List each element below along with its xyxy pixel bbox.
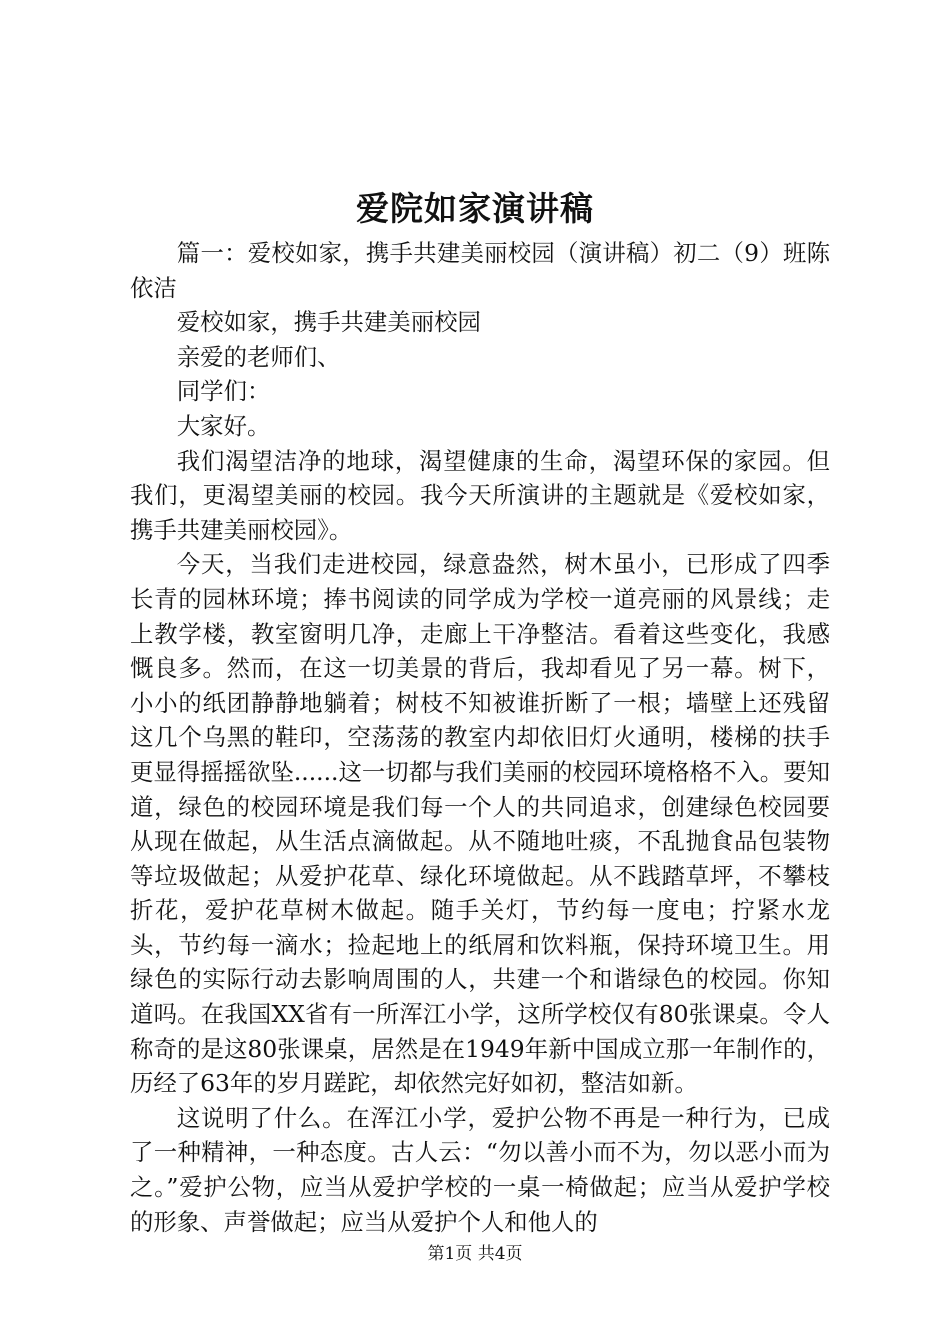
paragraph-heading: 篇一：爱校如家，携手共建美丽校园（演讲稿）初二（9）班陈依洁 [130,239,830,302]
paragraph-greeting: 大家好。 [176,411,271,440]
page-footer: 第1页 共4页 [427,1244,523,1264]
paragraph-subtitle: 爱校如家，携手共建美丽校园 [176,308,481,337]
document-body [130,236,830,1239]
paragraph-main: 今天，当我们走进校园，绿意盎然，树木虽小，已形成了四季长青的园林环境；捧书阅读的同学成为学校一道亮丽的风景线；走上教学楼，教室窗明几净，走廊上干净整洁。看着这些变化，我感慨良多。然而，在这一切美景的背后，我却看见了另一幕。树下，小小的纸团静静地躺着；树枝不知被谁折断了一根；墙壁上还残留这几个乌黑的鞋印，空荡荡的教室内却依旧灯火通明，楼梯的扶手更显得摇摇欲坠......这一切都与我们美丽的校园环境格格不入。要知道，绿色的校园环境是我们每一个人的共同追求，创建绿色校园要从现在做起，从生活点滴做起。从不随地吐痰，不乱抛食品包装物等垃圾做起；从爱护花草、绿化环境做起。从不践踏草坪，不攀枝折花，爱护花草树木做起。随手关灯，节约每一度电；拧紧水龙头，节约每一滴水；捡起地上的纸屑和饮料瓶，保持环境卫生。用绿色的实际行动去影响周围的人，共建一个和谐绿色的校园。你知道吗。在我国XX省有一所浑江小学，这所学校仅有80张课桌。令人称奇的是这80张课桌，居然是在1949年新中国成立那一年制作的，历经了63年的岁月蹉跎，却依然完好如初，整洁如新。 [130,550,830,1098]
paragraph-conclusion: 这说明了什么。在浑江小学，爱护公物不再是一种行为，已成了一种精神，一种态度。古人云：“勿以善小而不为，勿以恶小而为之。”爱护公物，应当从爱护学校的一桌一椅做起；应当从爱护学校的形象、声誉做起；应当从爱护个人和他人的 [130,1103,830,1236]
paragraph-salutation-students: 同学们： [176,377,271,406]
paragraph-intro: 我们渴望洁净的地球，渴望健康的生命，渴望环保的家园。但我们，更渴望美丽的校园。我今天所演讲的主题就是《爱校如家，携手共建美丽校园》。 [130,446,830,544]
paragraph-salutation-teachers: 亲爱的老师们、 [176,342,341,371]
document-title: 爱院如家演讲稿 [356,189,594,228]
